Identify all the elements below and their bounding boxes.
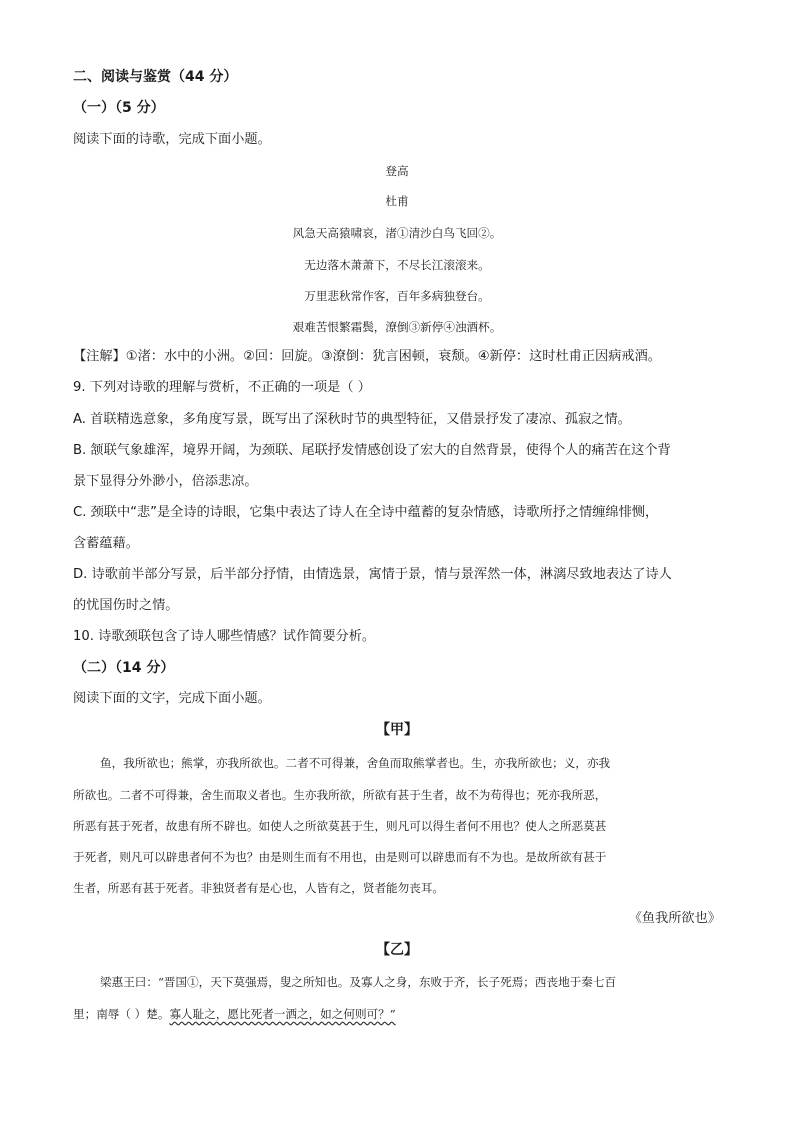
passage-jia-line: 所欲也。二者不可得兼，舍生而取义者也。生亦我所欲，所欲有甚于生者，故不为苟得也；死亦我所恶， xyxy=(73,788,607,802)
poem-line: 无边落木萧萧下，不尽长江滚滚来。 xyxy=(304,258,490,272)
option-d-line2: 的忧国伤时之情。 xyxy=(73,598,179,613)
part2-label: （二）（14 分） xyxy=(73,660,175,676)
part2-instruction: 阅读下面的文字，完成下面小题。 xyxy=(73,691,271,706)
passage-jia-line: 生者，所恶有甚于死者。非独贤者有是心也，人皆有之，贤者能勿丧耳。 xyxy=(73,881,445,895)
option-b-line2: 景下显得分外渺小，倍添悲凉。 xyxy=(73,474,258,489)
section-heading: 二、阅读与鉴赏（44 分） xyxy=(73,69,238,85)
passage-jia-source: 《鱼我所欲也》 xyxy=(628,911,721,926)
poem-line: 万里悲秋常作客，百年多病独登台。 xyxy=(304,289,490,303)
option-c-line1: C. 颈联中“悲”是全诗的诗眼，它集中表达了诗人在全诗中蕴蓄的复杂情感，诗歌所抒之情缠绵悱恻， xyxy=(73,505,659,520)
option-d-line1: D. 诗歌前半部分写景，后半部分抒情，由情选景，寓情于景，情与景浑然一体，淋漓尽致地表达了诗人 xyxy=(73,567,672,582)
option-a: A. 首联精选意象，多角度写景，既写出了深秋时节的典型特征，又借景抒发了凄凉、孤寂之情。 xyxy=(73,412,631,427)
passage-jia-line: 鱼，我所欲也；熊掌，亦我所欲也。二者不可得兼，舍鱼而取熊掌者也。生，亦我所欲也；义，亦我 xyxy=(100,756,611,770)
passage-jia-label: 【甲】 xyxy=(376,722,418,738)
poem-line: 艰难苦恨繁霜鬓，潦倒③新停④浊酒杯。 xyxy=(292,320,502,334)
passage-yi-line2 xyxy=(73,1005,396,1023)
passage-yi-label: 【乙】 xyxy=(376,942,418,958)
passage-jia-line: 于死者，则凡可以辟患者何不为也？由是则生而有不用也，由是则可以辟患而有不为也。是故所欲有甚于 xyxy=(73,850,607,864)
poem-notes: 【注解】①渚：水中的小洲。②回：回旋。③潦倒：犹言困顿，衰颓。④新停：这时杜甫正因病戒酒。 xyxy=(73,349,661,364)
wavy-underlined-sentence: 寡人耻之，愿比死者一洒之，如之何则可？” xyxy=(169,1007,396,1021)
question-10: 10. 诗歌颈联包含了诗人哪些情感？试作简要分析。 xyxy=(73,629,376,644)
question-9-stem: 9. 下列对诗歌的理解与赏析，不正确的一项是（ ） xyxy=(73,380,371,395)
part1-label: （一）（5 分） xyxy=(73,100,165,116)
poem-line: 风急天高猿啸哀，渚①清沙白鸟飞回②。 xyxy=(292,226,502,240)
poem-title: 登高 xyxy=(385,164,409,178)
option-c-line2: 含蓄蕴藉。 xyxy=(73,536,139,551)
passage-yi-plain-text: 里；南辱（ ）楚。 xyxy=(73,1007,170,1021)
passage-jia-line: 所恶有甚于死者，故患有所不辟也。如使人之所欲莫甚于生，则凡可以得生者何不用也？使人之所恶莫甚 xyxy=(73,819,607,833)
part1-instruction: 阅读下面的诗歌，完成下面小题。 xyxy=(73,132,271,147)
passage-yi-line: 梁惠王曰：“晋国①，天下莫强焉，叟之所知也。及寡人之身，东败于齐，长子死焉；西丧地于秦七百 xyxy=(100,975,617,989)
poem-author: 杜甫 xyxy=(385,194,409,208)
option-b-line1: B. 颔联气象雄浑，境界开阔，为颈联、尾联抒发情感创设了宏大的自然背景，使得个人的痛苦在这个背 xyxy=(73,443,671,458)
